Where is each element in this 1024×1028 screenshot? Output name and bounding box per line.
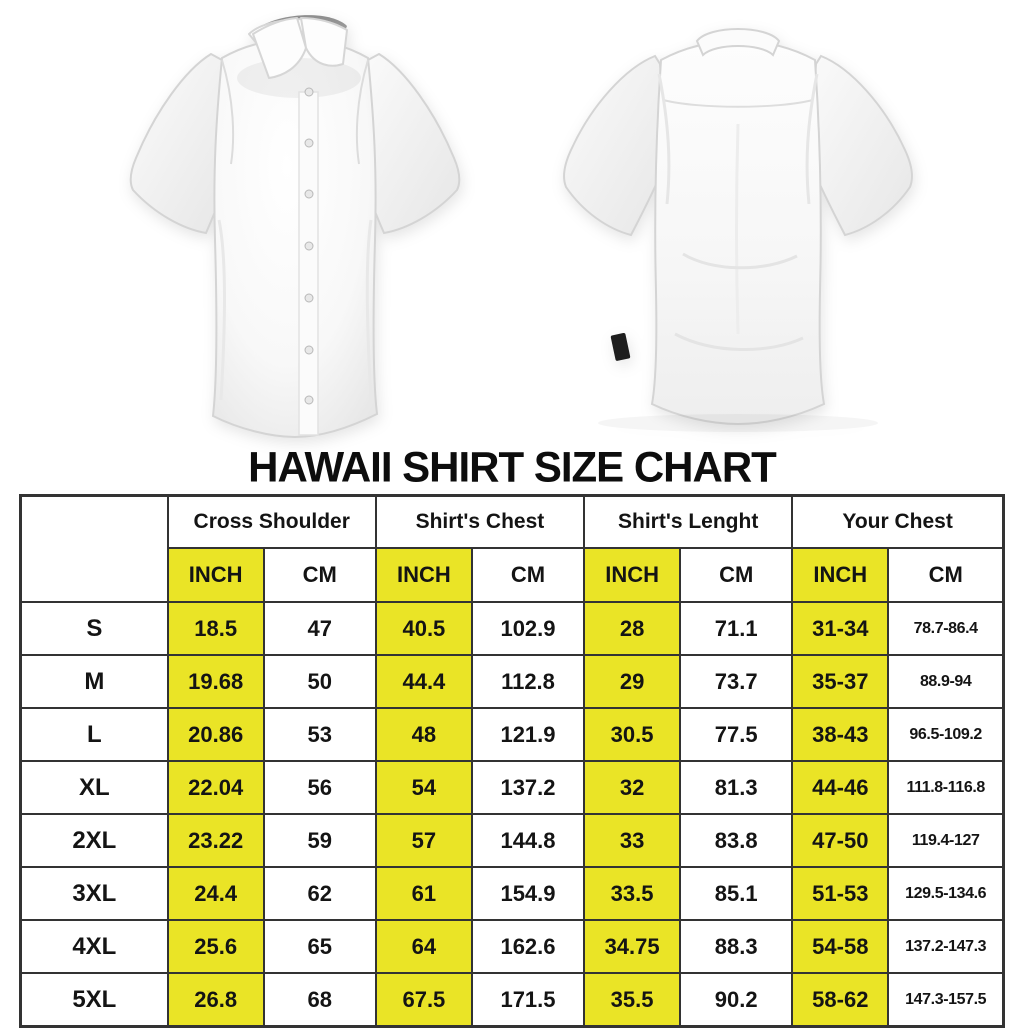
column-group-shirts-length: Shirt's Lenght xyxy=(584,496,792,549)
shirt-back-tag xyxy=(610,333,630,362)
value-cell: 59 xyxy=(264,814,376,867)
value-cell: 137.2-147.3 xyxy=(888,920,1003,973)
value-cell: 22.04 xyxy=(168,761,264,814)
shirt-front-photo xyxy=(103,0,478,450)
value-cell: 78.7-86.4 xyxy=(888,602,1003,655)
table-row-2xl xyxy=(21,814,1004,867)
value-cell: 171.5 xyxy=(472,973,584,1027)
unit-header-inch: INCH xyxy=(376,548,472,602)
value-cell: 26.8 xyxy=(168,973,264,1027)
value-cell: 44-46 xyxy=(792,761,888,814)
value-cell: 34.75 xyxy=(584,920,680,973)
value-cell: 35.5 xyxy=(584,973,680,1027)
value-cell: 68 xyxy=(264,973,376,1027)
value-cell: 81.3 xyxy=(680,761,792,814)
column-group-cross-shoulder: Cross Shoulder xyxy=(168,496,376,549)
value-cell: 77.5 xyxy=(680,708,792,761)
unit-header-cm: CM xyxy=(472,548,584,602)
value-cell: 20.86 xyxy=(168,708,264,761)
table-row-xl xyxy=(21,761,1004,814)
value-cell: 30.5 xyxy=(584,708,680,761)
value-cell: 111.8-116.8 xyxy=(888,761,1003,814)
value-cell: 154.9 xyxy=(472,867,584,920)
unit-header-inch: INCH xyxy=(584,548,680,602)
value-cell: 57 xyxy=(376,814,472,867)
page-title: HAWAII SHIRT SIZE CHART xyxy=(248,442,776,491)
value-cell: 144.8 xyxy=(472,814,584,867)
value-cell: 147.3-157.5 xyxy=(888,973,1003,1027)
value-cell: 53 xyxy=(264,708,376,761)
value-cell: 129.5-134.6 xyxy=(888,867,1003,920)
value-cell: 102.9 xyxy=(472,602,584,655)
value-cell: 48 xyxy=(376,708,472,761)
unit-header-cm: CM xyxy=(888,548,1003,602)
value-cell: 25.6 xyxy=(168,920,264,973)
value-cell: 58-62 xyxy=(792,973,888,1027)
table-row-s xyxy=(21,602,1004,655)
value-cell: 38-43 xyxy=(792,708,888,761)
value-cell: 31-34 xyxy=(792,602,888,655)
column-group-your-chest: Your Chest xyxy=(792,496,1003,549)
size-cell: 4XL xyxy=(21,920,168,973)
value-cell: 51-53 xyxy=(792,867,888,920)
value-cell: 33 xyxy=(584,814,680,867)
value-cell: 137.2 xyxy=(472,761,584,814)
table-row-5xl xyxy=(21,973,1004,1027)
value-cell: 85.1 xyxy=(680,867,792,920)
size-cell: 2XL xyxy=(21,814,168,867)
value-cell: 64 xyxy=(376,920,472,973)
unit-header-inch: INCH xyxy=(168,548,264,602)
value-cell: 35-37 xyxy=(792,655,888,708)
corner-cell xyxy=(21,496,168,603)
size-cell: S xyxy=(21,602,168,655)
table-row-3xl xyxy=(21,867,1004,920)
value-cell: 19.68 xyxy=(168,655,264,708)
value-cell: 47-50 xyxy=(792,814,888,867)
value-cell: 65 xyxy=(264,920,376,973)
value-cell: 18.5 xyxy=(168,602,264,655)
value-cell: 62 xyxy=(264,867,376,920)
value-cell: 23.22 xyxy=(168,814,264,867)
value-cell: 90.2 xyxy=(680,973,792,1027)
unit-header-cm: CM xyxy=(264,548,376,602)
value-cell: 33.5 xyxy=(584,867,680,920)
value-cell: 121.9 xyxy=(472,708,584,761)
value-cell: 83.8 xyxy=(680,814,792,867)
value-cell: 88.9-94 xyxy=(888,655,1003,708)
value-cell: 47 xyxy=(264,602,376,655)
value-cell: 54-58 xyxy=(792,920,888,973)
value-cell: 44.4 xyxy=(376,655,472,708)
value-cell: 67.5 xyxy=(376,973,472,1027)
shirt-back-photo xyxy=(533,14,953,439)
value-cell: 28 xyxy=(584,602,680,655)
size-cell: M xyxy=(21,655,168,708)
value-cell: 56 xyxy=(264,761,376,814)
value-cell: 119.4-127 xyxy=(888,814,1003,867)
unit-header-cm: CM xyxy=(680,548,792,602)
value-cell: 112.8 xyxy=(472,655,584,708)
value-cell: 71.1 xyxy=(680,602,792,655)
unit-header-inch: INCH xyxy=(792,548,888,602)
column-group-shirts-chest: Shirt's Chest xyxy=(376,496,584,549)
table-row-l xyxy=(21,708,1004,761)
size-cell: 3XL xyxy=(21,867,168,920)
value-cell: 61 xyxy=(376,867,472,920)
table-row-4xl xyxy=(21,920,1004,973)
value-cell: 73.7 xyxy=(680,655,792,708)
table-row-m xyxy=(21,655,1004,708)
value-cell: 29 xyxy=(584,655,680,708)
value-cell: 96.5-109.2 xyxy=(888,708,1003,761)
size-cell: XL xyxy=(21,761,168,814)
value-cell: 32 xyxy=(584,761,680,814)
value-cell: 162.6 xyxy=(472,920,584,973)
value-cell: 88.3 xyxy=(680,920,792,973)
value-cell: 50 xyxy=(264,655,376,708)
size-cell: 5XL xyxy=(21,973,168,1027)
value-cell: 40.5 xyxy=(376,602,472,655)
table-header-groups xyxy=(21,496,1004,549)
value-cell: 54 xyxy=(376,761,472,814)
table-header-units xyxy=(21,548,1004,602)
size-chart-table xyxy=(19,494,1005,1028)
size-cell: L xyxy=(21,708,168,761)
value-cell: 24.4 xyxy=(168,867,264,920)
